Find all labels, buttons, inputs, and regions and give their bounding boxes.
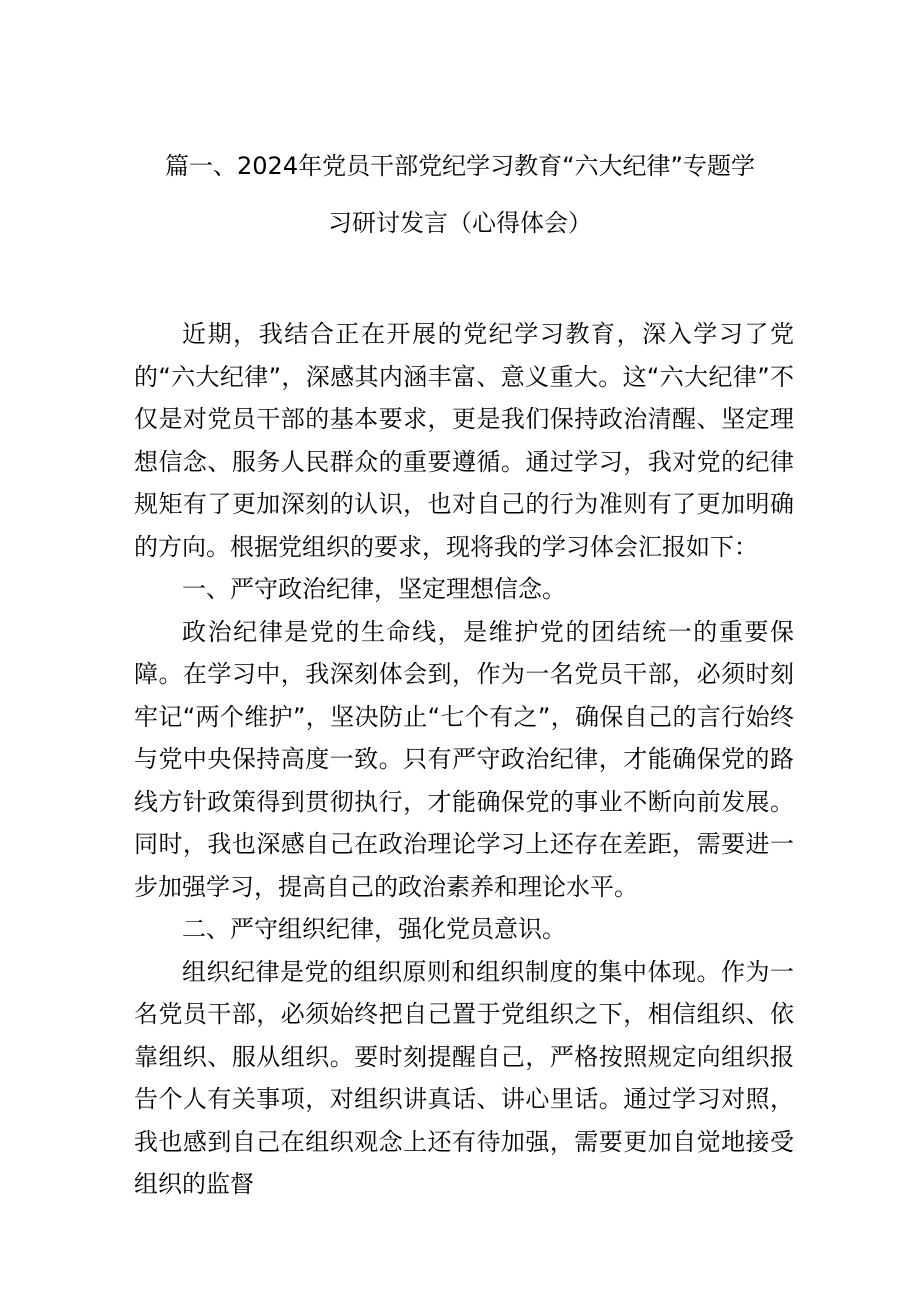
document-body [134,313,794,1206]
document-title-line-1: 篇一、2024年党员干部党纪学习教育“六大纪律”专题学 [165,152,755,180]
organizational-discipline-paragraph: 组织纪律是党的组织原则和组织制度的集中体现。作为一名党员干部，必须始终把自己置于党组织之下，相信组织、依靠组织、服从组织。要时刻提醒自己，严格按照规定向组织报告个人有关事项，对组织讲真话、讲心里话。通过学习对照，我也感到自己在组织观念上还有待加强，需要更加自觉地接受组织的监督 [134,957,794,1198]
section-heading-political-discipline: 一、严守政治纪律，坚定理想信念。 [182,575,566,603]
section-heading-organizational-discipline: 二、严守组织纪律，强化党员意识。 [182,915,566,943]
political-discipline-paragraph: 政治纪律是党的生命线，是维护党的团结统一的重要保障。在学习中，我深刻体会到，作为一名党员干部，必须时刻牢记“两个维护”，坚决防止“七个有之”，确保自己的言行始终与党中央保持高度一致。只有严守政治纪律，才能确保党的路线方针政策得到贯彻执行，才能确保党的事业不断向前发展。同时，我也深感自己在政治理论学习上还存在差距，需要进一步加强学习，提高自己的政治素养和理论水平。 [134,617,794,901]
document-title-line-2: 习研讨发言（心得体会） [328,209,592,237]
intro-paragraph: 近期，我结合正在开展的党纪学习教育，深入学习了党的“六大纪律”，深感其内涵丰富、意义重大。这“六大纪律”不仅是对党员干部的基本要求，更是我们保持政治清醒、坚定理想信念、服务人民群众的重要遵循。通过学习，我对党的纪律规矩有了更加深刻的认识，也对自己的行为准则有了更加明确的方向。根据党组织的要求，现将我的学习体会汇报如下： [134,320,794,561]
